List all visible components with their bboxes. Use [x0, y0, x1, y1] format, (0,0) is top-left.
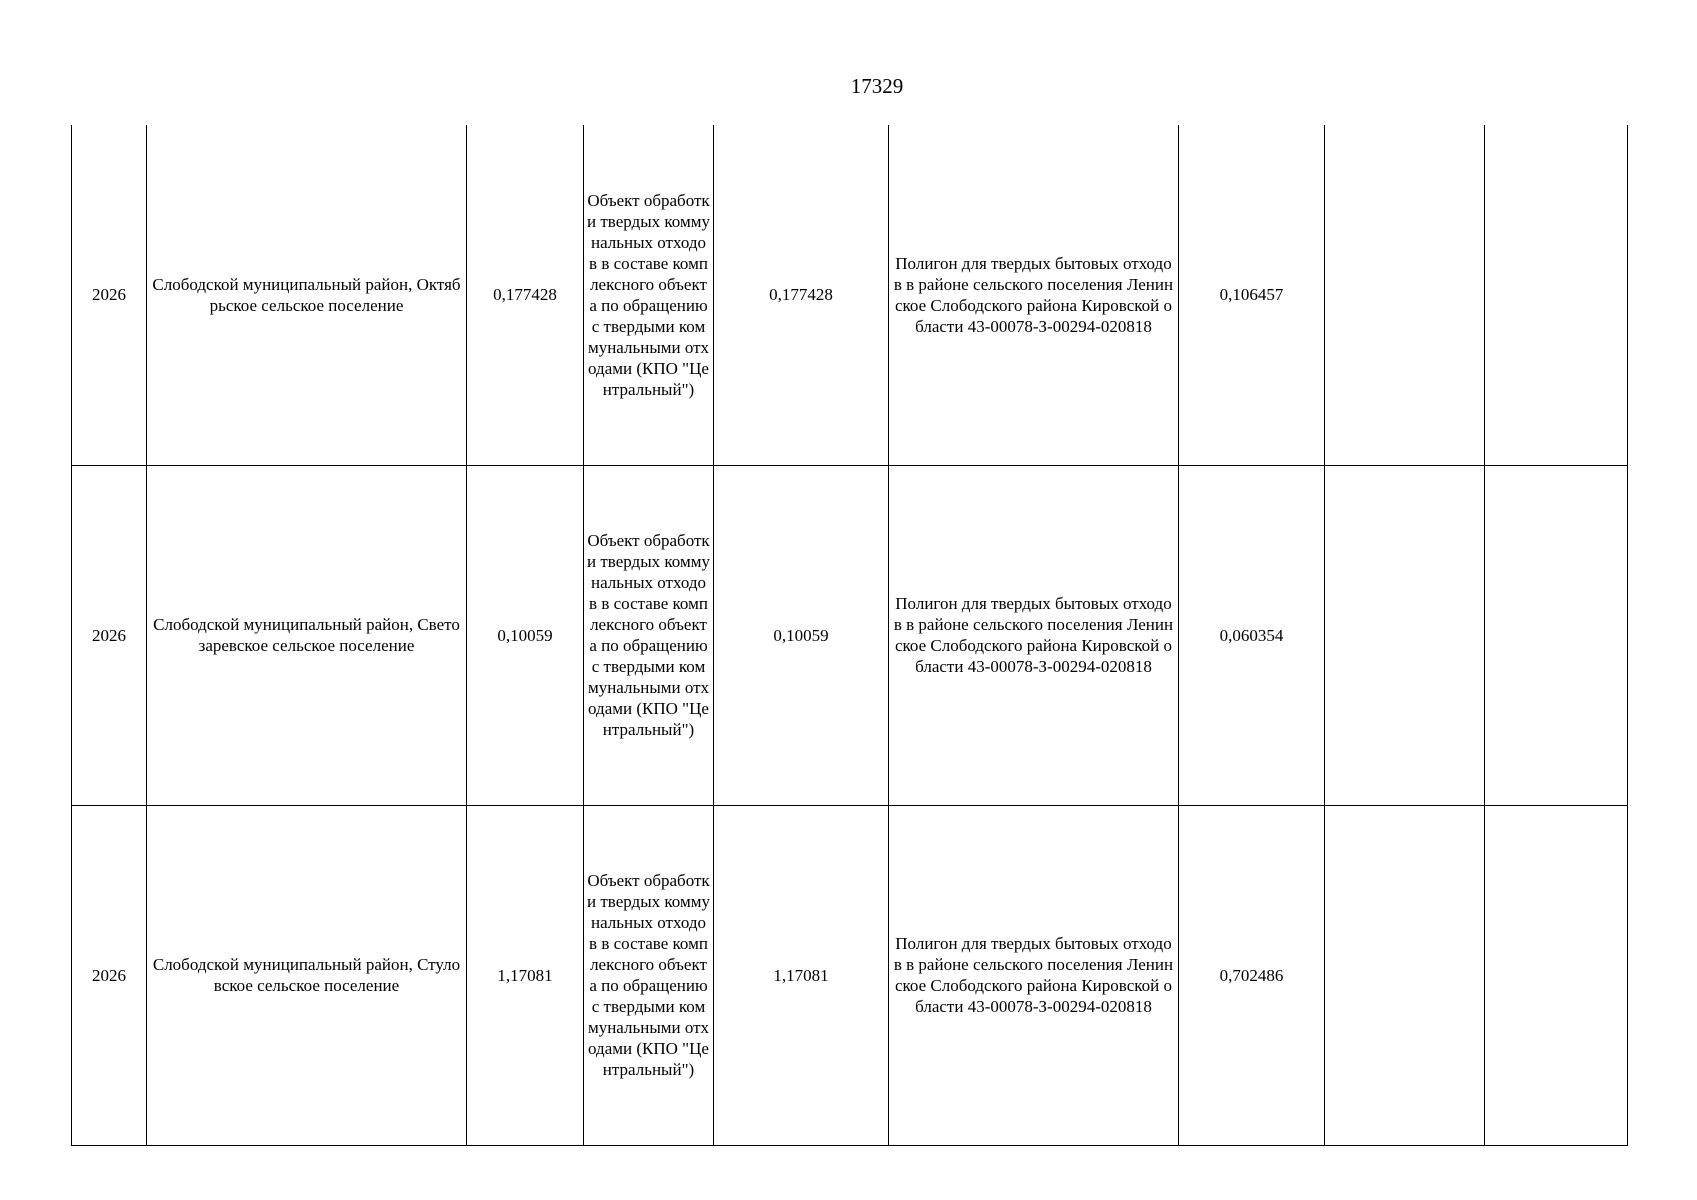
cell-mass-transferred: 0,10059: [714, 465, 889, 805]
cell-empty: [1325, 805, 1485, 1145]
cell-year: 2026: [72, 465, 147, 805]
cell-landfill: Полигон для твердых бытовых отходов в районе сельского поселения Ленинское Слободского района Кировской области 43-00078-З-00294-020818: [889, 465, 1179, 805]
cell-settlement: Слободской муниципальный район, Стуловское сельское поселение: [147, 805, 467, 1145]
data-table: [71, 125, 1628, 1146]
cell-facility: Объект обработки твердых коммунальных отходов в составе комплексного объекта по обращению с твердыми коммунальными отходами (КПО "Центральный"): [584, 805, 714, 1145]
cell-mass-transferred: 0,177428: [714, 125, 889, 465]
cell-settlement: Слободской муниципальный район, Светозаревское сельское поселение: [147, 465, 467, 805]
cell-mass-transferred: 1,17081: [714, 805, 889, 1145]
cell-empty: [1485, 125, 1628, 465]
cell-facility: Объект обработки твердых коммунальных отходов в составе комплексного объекта по обращению с твердыми коммунальными отходами (КПО "Центральный"): [584, 465, 714, 805]
cell-empty: [1485, 465, 1628, 805]
cell-landfill: Полигон для твердых бытовых отходов в районе сельского поселения Ленинское Слободского района Кировской области 43-00078-З-00294-020818: [889, 805, 1179, 1145]
cell-mass-disposed: 0,106457: [1179, 125, 1325, 465]
cell-landfill: Полигон для твердых бытовых отходов в районе сельского поселения Ленинское Слободского района Кировской области 43-00078-З-00294-020818: [889, 125, 1179, 465]
cell-mass-formed: 1,17081: [467, 805, 584, 1145]
cell-year: 2026: [72, 805, 147, 1145]
cell-empty: [1325, 465, 1485, 805]
cell-mass-disposed: 0,702486: [1179, 805, 1325, 1145]
cell-facility: Объект обработки твердых коммунальных отходов в составе комплексного объекта по обращению с твердыми коммунальными отходами (КПО "Центральный"): [584, 125, 714, 465]
cell-empty: [1485, 805, 1628, 1145]
table-row: [72, 125, 1628, 465]
cell-mass-disposed: 0,060354: [1179, 465, 1325, 805]
table-row: [72, 805, 1628, 1145]
page-number: 17329: [850, 74, 904, 98]
cell-mass-formed: 0,10059: [467, 465, 584, 805]
cell-year: 2026: [72, 125, 147, 465]
cell-mass-formed: 0,177428: [467, 125, 584, 465]
cell-settlement: Слободской муниципальный район, Октябрьское сельское поселение: [147, 125, 467, 465]
cell-empty: [1325, 125, 1485, 465]
table-row: [72, 465, 1628, 805]
